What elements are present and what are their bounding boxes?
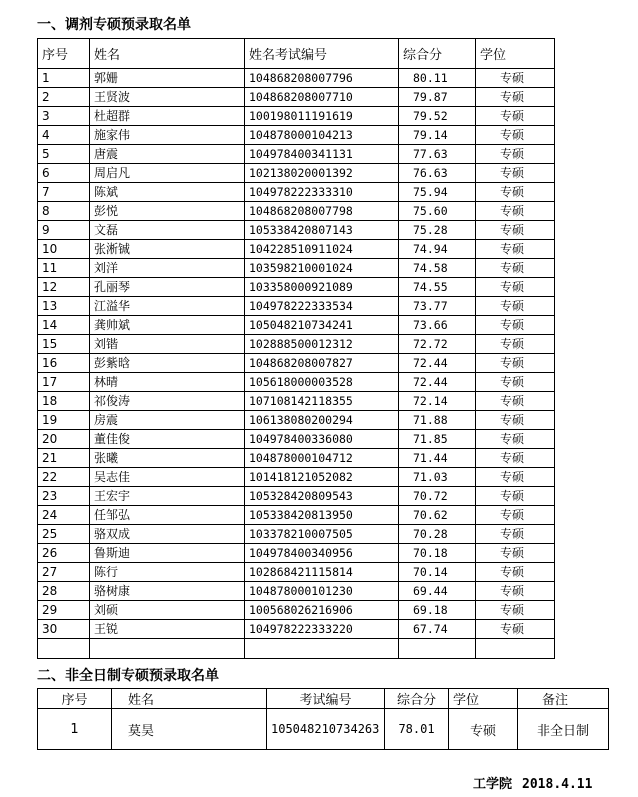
- cell-name: 孔丽琴: [90, 278, 245, 297]
- cell-seq: 22: [38, 468, 90, 487]
- cell-name: 张曦: [90, 449, 245, 468]
- cell-degree: 专硕: [476, 202, 555, 221]
- cell-name: 骆树康: [90, 582, 245, 601]
- cell-exam-id: 103598210001024: [245, 259, 399, 278]
- cell-degree: 专硕: [476, 240, 555, 259]
- cell-seq: 19: [38, 411, 90, 430]
- empty-cell: [90, 639, 245, 659]
- cell-exam-id: 103358000921089: [245, 278, 399, 297]
- table-row: [38, 430, 555, 449]
- cell-degree: 专硕: [476, 145, 555, 164]
- cell-score: 74.58: [399, 259, 476, 278]
- table-row: [38, 468, 555, 487]
- cell-score: 74.55: [399, 278, 476, 297]
- cell-name: 刘锴: [90, 335, 245, 354]
- cell-exam-id: 104878000101230: [245, 582, 399, 601]
- cell-degree: 专硕: [476, 278, 555, 297]
- header-exam-id: 姓名考试编号: [245, 39, 399, 69]
- cell-score: 76.63: [399, 164, 476, 183]
- cell-name: 文磊: [90, 221, 245, 240]
- cell-name: 江溢华: [90, 297, 245, 316]
- table-row: [38, 316, 555, 335]
- table-row: [38, 620, 555, 639]
- cell-seq: 4: [38, 126, 90, 145]
- cell-name: 莫昊: [112, 709, 267, 750]
- cell-exam-id: 104978400341131: [245, 145, 399, 164]
- cell-exam-id: 100198011191619: [245, 107, 399, 126]
- footer-org: 工学院: [473, 777, 513, 792]
- header-exam-id: 考试编号: [267, 689, 385, 709]
- cell-degree: 专硕: [476, 411, 555, 430]
- cell-name: 祁俊涛: [90, 392, 245, 411]
- cell-score: 72.14: [399, 392, 476, 411]
- empty-cell: [38, 639, 90, 659]
- cell-name: 龚帅斌: [90, 316, 245, 335]
- cell-seq: 8: [38, 202, 90, 221]
- table-row: [38, 278, 555, 297]
- cell-score: 77.63: [399, 145, 476, 164]
- cell-seq: 5: [38, 145, 90, 164]
- cell-score: 71.85: [399, 430, 476, 449]
- cell-name: 张淅铖: [90, 240, 245, 259]
- table-header-row: [38, 689, 609, 709]
- cell-score: 74.94: [399, 240, 476, 259]
- cell-seq: 18: [38, 392, 90, 411]
- cell-exam-id: 101418121052082: [245, 468, 399, 487]
- table-row: [38, 145, 555, 164]
- table-row: [38, 506, 555, 525]
- table-row: [38, 221, 555, 240]
- cell-exam-id: 104878000104213: [245, 126, 399, 145]
- cell-exam-id: 105048210734263: [267, 709, 385, 750]
- cell-degree: 专硕: [476, 354, 555, 373]
- admission-table-2: [37, 688, 609, 750]
- cell-exam-id: 104878000104712: [245, 449, 399, 468]
- empty-cell: [476, 639, 555, 659]
- table-row: [38, 582, 555, 601]
- section2-title: 二、非全日制专硕预录取名单: [37, 668, 219, 684]
- cell-score: 72.44: [399, 373, 476, 392]
- cell-score: 79.52: [399, 107, 476, 126]
- cell-score: 78.01: [385, 709, 449, 750]
- table-row: [38, 259, 555, 278]
- cell-seq: 28: [38, 582, 90, 601]
- cell-seq: 23: [38, 487, 90, 506]
- cell-seq: 26: [38, 544, 90, 563]
- cell-score: 70.62: [399, 506, 476, 525]
- cell-exam-id: 105328420809543: [245, 487, 399, 506]
- cell-name: 唐震: [90, 145, 245, 164]
- cell-degree: 专硕: [476, 259, 555, 278]
- cell-degree: 专硕: [449, 709, 518, 750]
- table-row: [38, 487, 555, 506]
- cell-score: 71.44: [399, 449, 476, 468]
- cell-seq: 14: [38, 316, 90, 335]
- table-row: [38, 354, 555, 373]
- cell-name: 周启凡: [90, 164, 245, 183]
- cell-name: 王锐: [90, 620, 245, 639]
- cell-score: 73.66: [399, 316, 476, 335]
- cell-degree: 专硕: [476, 487, 555, 506]
- cell-score: 70.28: [399, 525, 476, 544]
- cell-degree: 专硕: [476, 335, 555, 354]
- cell-seq: 17: [38, 373, 90, 392]
- cell-exam-id: 102868421115814: [245, 563, 399, 582]
- cell-exam-id: 103378210007505: [245, 525, 399, 544]
- cell-exam-id: 104868208007710: [245, 88, 399, 107]
- cell-degree: 专硕: [476, 430, 555, 449]
- header-score: 综合分: [399, 39, 476, 69]
- cell-degree: 专硕: [476, 221, 555, 240]
- cell-name: 董佳俊: [90, 430, 245, 449]
- cell-degree: 专硕: [476, 563, 555, 582]
- cell-seq: 21: [38, 449, 90, 468]
- cell-exam-id: 102138020001392: [245, 164, 399, 183]
- cell-seq: 15: [38, 335, 90, 354]
- cell-score: 79.14: [399, 126, 476, 145]
- cell-exam-id: 104868208007796: [245, 69, 399, 88]
- table-row: [38, 373, 555, 392]
- table-row: [38, 107, 555, 126]
- cell-score: 72.44: [399, 354, 476, 373]
- admission-table-1: [37, 38, 555, 659]
- cell-degree: 专硕: [476, 316, 555, 335]
- cell-score: 69.44: [399, 582, 476, 601]
- cell-exam-id: 106138080200294: [245, 411, 399, 430]
- cell-exam-id: 105618000003528: [245, 373, 399, 392]
- cell-degree: 专硕: [476, 449, 555, 468]
- cell-name: 吴志佳: [90, 468, 245, 487]
- cell-exam-id: 105048210734241: [245, 316, 399, 335]
- header-name: 姓名: [90, 39, 245, 69]
- cell-name: 林晴: [90, 373, 245, 392]
- cell-score: 70.14: [399, 563, 476, 582]
- header-seq: 序号: [38, 689, 112, 709]
- empty-row: [38, 639, 555, 659]
- header-remark: 备注: [518, 689, 609, 709]
- cell-score: 75.94: [399, 183, 476, 202]
- cell-exam-id: 104868208007827: [245, 354, 399, 373]
- cell-seq: 24: [38, 506, 90, 525]
- cell-score: 72.72: [399, 335, 476, 354]
- cell-exam-id: 104978222333310: [245, 183, 399, 202]
- table-row: [38, 164, 555, 183]
- cell-seq: 9: [38, 221, 90, 240]
- cell-name: 施家伟: [90, 126, 245, 145]
- cell-seq: 1: [38, 69, 90, 88]
- cell-name: 杜超群: [90, 107, 245, 126]
- cell-score: 71.03: [399, 468, 476, 487]
- cell-degree: 专硕: [476, 183, 555, 202]
- cell-exam-id: 104978400340956: [245, 544, 399, 563]
- footer: [473, 773, 592, 792]
- cell-seq: 1: [38, 709, 112, 750]
- table-row: [38, 297, 555, 316]
- cell-seq: 16: [38, 354, 90, 373]
- header-name: 姓名: [112, 689, 267, 709]
- cell-exam-id: 100568026216906: [245, 601, 399, 620]
- cell-seq: 20: [38, 430, 90, 449]
- cell-exam-id: 105338420813950: [245, 506, 399, 525]
- footer-date: 2018.4.11: [522, 777, 593, 792]
- cell-score: 73.77: [399, 297, 476, 316]
- section1-title: 一、调剂专硕预录取名单: [37, 17, 191, 33]
- cell-seq: 27: [38, 563, 90, 582]
- table-row: [38, 449, 555, 468]
- cell-seq: 2: [38, 88, 90, 107]
- table-row: [38, 88, 555, 107]
- cell-exam-id: 104978222333534: [245, 297, 399, 316]
- cell-name: 王贤波: [90, 88, 245, 107]
- table-row: [38, 240, 555, 259]
- cell-name: 陈斌: [90, 183, 245, 202]
- table-row: [38, 126, 555, 145]
- table-row: [38, 525, 555, 544]
- cell-degree: 专硕: [476, 468, 555, 487]
- cell-seq: 25: [38, 525, 90, 544]
- cell-score: 71.88: [399, 411, 476, 430]
- cell-seq: 3: [38, 107, 90, 126]
- cell-degree: 专硕: [476, 392, 555, 411]
- cell-remark: 非全日制: [518, 709, 609, 750]
- cell-seq: 30: [38, 620, 90, 639]
- cell-name: 刘硕: [90, 601, 245, 620]
- cell-name: 彭紫晗: [90, 354, 245, 373]
- cell-degree: 专硕: [476, 601, 555, 620]
- cell-degree: 专硕: [476, 373, 555, 392]
- cell-degree: 专硕: [476, 544, 555, 563]
- cell-score: 80.11: [399, 69, 476, 88]
- cell-name: 骆双成: [90, 525, 245, 544]
- cell-seq: 11: [38, 259, 90, 278]
- cell-score: 69.18: [399, 601, 476, 620]
- cell-degree: 专硕: [476, 107, 555, 126]
- cell-degree: 专硕: [476, 506, 555, 525]
- table-row: [38, 69, 555, 88]
- cell-exam-id: 104868208007798: [245, 202, 399, 221]
- table-row: [38, 601, 555, 620]
- cell-degree: 专硕: [476, 126, 555, 145]
- table-row: [38, 183, 555, 202]
- table-row: [38, 563, 555, 582]
- table-row: [38, 709, 609, 750]
- cell-degree: 专硕: [476, 88, 555, 107]
- cell-exam-id: 104228510911024: [245, 240, 399, 259]
- cell-seq: 6: [38, 164, 90, 183]
- table-row: [38, 544, 555, 563]
- cell-degree: 专硕: [476, 525, 555, 544]
- cell-seq: 12: [38, 278, 90, 297]
- cell-name: 任邹弘: [90, 506, 245, 525]
- cell-score: 75.28: [399, 221, 476, 240]
- cell-score: 75.60: [399, 202, 476, 221]
- cell-exam-id: 107108142118355: [245, 392, 399, 411]
- cell-name: 房震: [90, 411, 245, 430]
- cell-exam-id: 102888500012312: [245, 335, 399, 354]
- table-header-row: [38, 39, 555, 69]
- header-score: 综合分: [385, 689, 449, 709]
- table-row: [38, 202, 555, 221]
- cell-name: 王宏宇: [90, 487, 245, 506]
- header-degree: 学位: [449, 689, 518, 709]
- cell-score: 70.18: [399, 544, 476, 563]
- header-seq: 序号: [38, 39, 90, 69]
- header-degree: 学位: [476, 39, 555, 69]
- cell-exam-id: 105338420807143: [245, 221, 399, 240]
- cell-seq: 7: [38, 183, 90, 202]
- empty-cell: [399, 639, 476, 659]
- cell-name: 郭姗: [90, 69, 245, 88]
- cell-seq: 29: [38, 601, 90, 620]
- cell-degree: 专硕: [476, 297, 555, 316]
- cell-name: 彭悦: [90, 202, 245, 221]
- cell-degree: 专硕: [476, 164, 555, 183]
- table-row: [38, 411, 555, 430]
- cell-name: 鲁斯迪: [90, 544, 245, 563]
- cell-degree: 专硕: [476, 620, 555, 639]
- cell-name: 刘洋: [90, 259, 245, 278]
- cell-name: 陈行: [90, 563, 245, 582]
- cell-degree: 专硕: [476, 582, 555, 601]
- empty-cell: [245, 639, 399, 659]
- cell-score: 67.74: [399, 620, 476, 639]
- cell-degree: 专硕: [476, 69, 555, 88]
- cell-score: 70.72: [399, 487, 476, 506]
- cell-seq: 13: [38, 297, 90, 316]
- table-row: [38, 335, 555, 354]
- table-row: [38, 392, 555, 411]
- cell-score: 79.87: [399, 88, 476, 107]
- cell-exam-id: 104978222333220: [245, 620, 399, 639]
- cell-exam-id: 104978400336080: [245, 430, 399, 449]
- cell-seq: 10: [38, 240, 90, 259]
